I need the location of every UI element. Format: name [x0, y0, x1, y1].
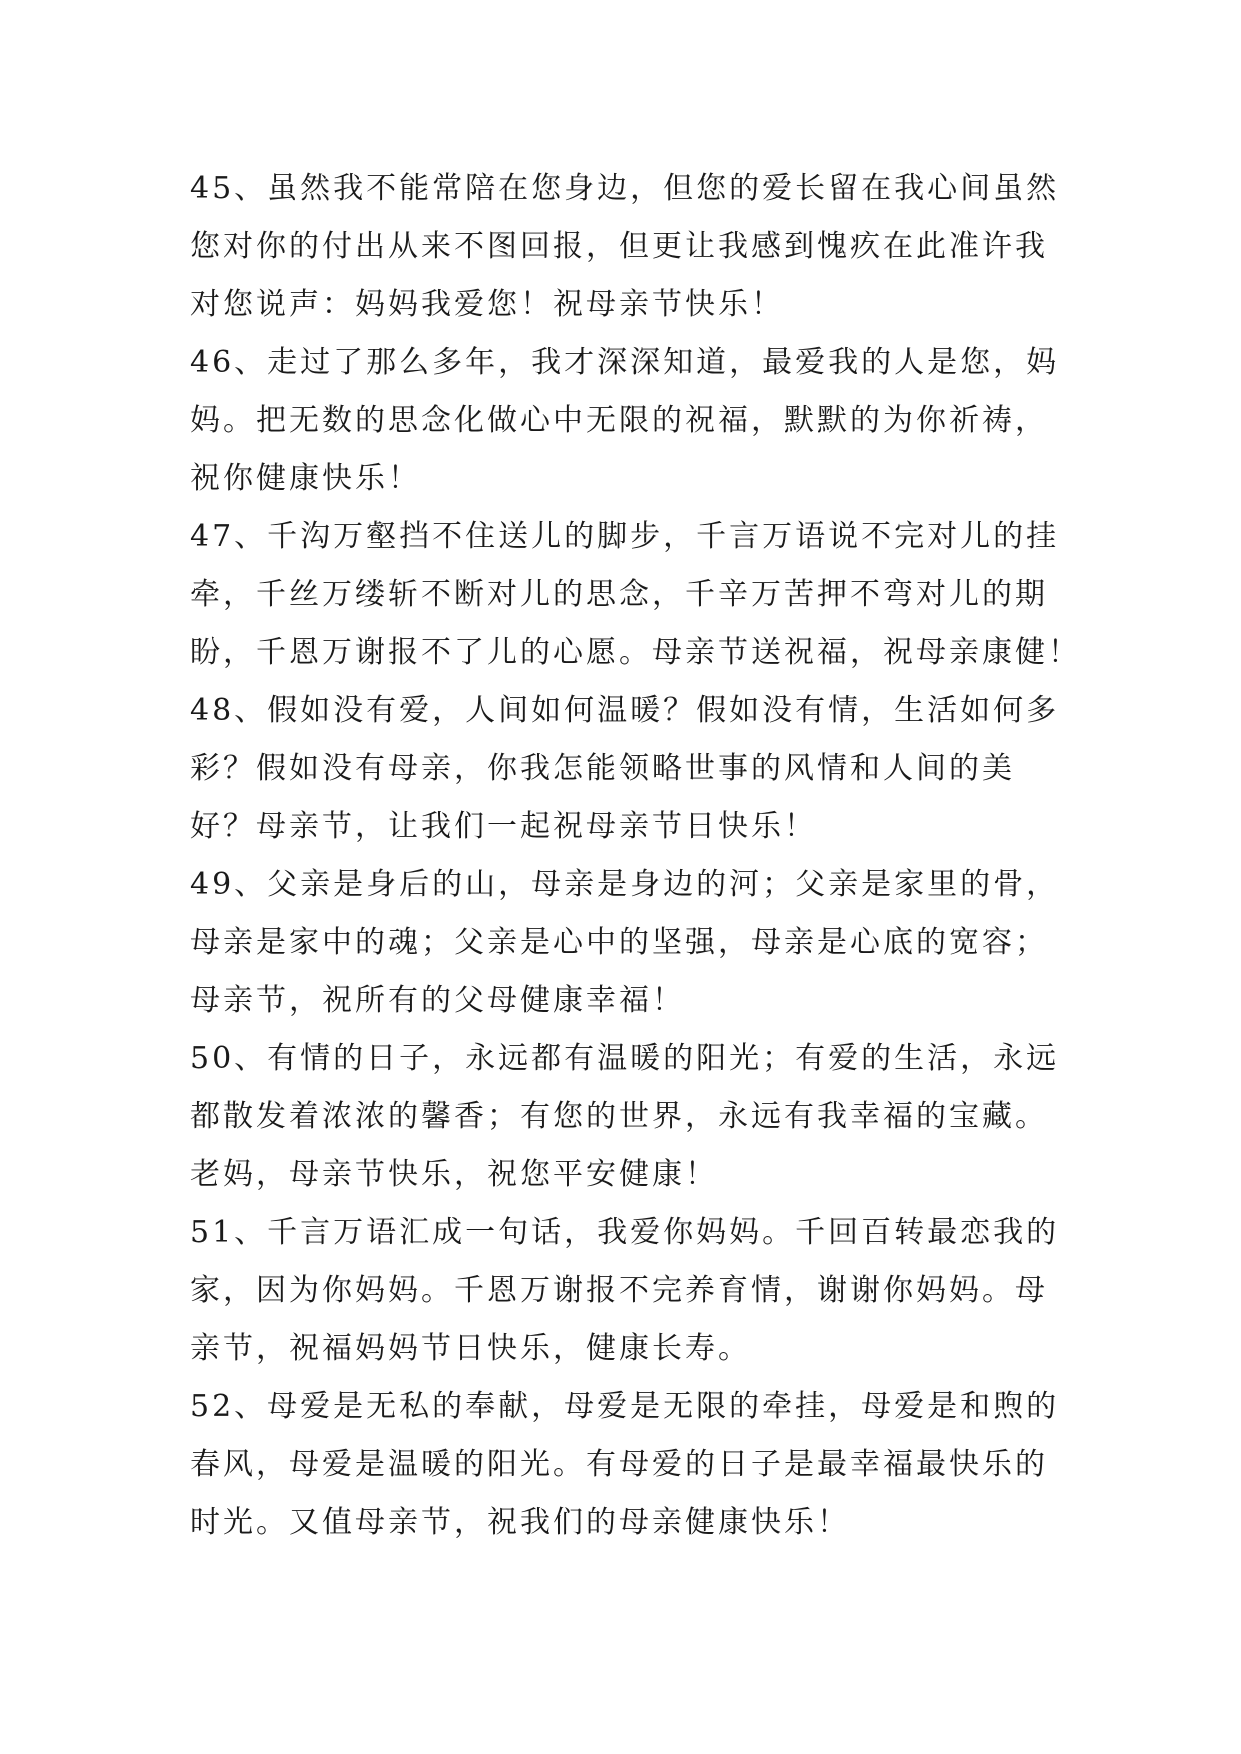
text-line: 祝你健康快乐！	[190, 461, 421, 496]
text-line: 48、假如没有爱，人间如何温暖？假如没有情，生活如何多	[190, 693, 1060, 728]
text-line: 51、千言万语汇成一句话，我爱你妈妈。千回百转最恋我的	[190, 1215, 1060, 1250]
text-line: 都散发着浓浓的馨香；有您的世界，永远有我幸福的宝藏。	[190, 1099, 1048, 1134]
text-line: 49、父亲是身后的山，母亲是身边的河；父亲是家里的骨，	[190, 867, 1060, 902]
text-line: 时光。又值母亲节，祝我们的母亲健康快乐！	[190, 1505, 850, 1540]
text-line: 妈。把无数的思念化做心中无限的祝福，默默的为你祈祷，	[190, 403, 1048, 438]
text-line: 45、虽然我不能常陪在您身边，但您的爱长留在我心间虽然	[190, 171, 1060, 206]
text-line: 亲节，祝福妈妈节日快乐，健康长寿。	[190, 1331, 751, 1366]
paragraph-52	[190, 1378, 1060, 1552]
text-line: 50、有情的日子，永远都有温暖的阳光；有爱的生活，永远	[190, 1041, 1060, 1076]
text-line: 46、走过了那么多年，我才深深知道，最爱我的人是您，妈	[190, 345, 1060, 380]
paragraph-51	[190, 1204, 1060, 1378]
paragraph-46	[190, 334, 1060, 508]
paragraph-49	[190, 856, 1060, 1030]
text-line: 47、千沟万壑挡不住送儿的脚步，千言万语说不完对儿的挂	[190, 519, 1060, 554]
text-line: 对您说声：妈妈我爱您！祝母亲节快乐！	[190, 287, 784, 322]
text-line: 母亲是家中的魂；父亲是心中的坚强，母亲是心底的宽容；	[190, 925, 1048, 960]
text-line: 母亲节，祝所有的父母健康幸福！	[190, 983, 685, 1018]
paragraph-48	[190, 682, 1060, 856]
text-line: 彩？假如没有母亲，你我怎能领略世事的风情和人间的美	[190, 751, 1015, 786]
text-line: 52、母爱是无私的奉献，母爱是无限的牵挂，母爱是和煦的	[190, 1389, 1060, 1424]
paragraph-47	[190, 508, 1081, 682]
document-body	[190, 160, 1081, 1552]
text-line: 好？母亲节，让我们一起祝母亲节日快乐！	[190, 809, 817, 844]
paragraph-45	[190, 160, 1060, 334]
text-line: 老妈，母亲节快乐，祝您平安健康！	[190, 1157, 718, 1192]
text-line: 盼，千恩万谢报不了儿的心愿。母亲节送祝福，祝母亲康健！	[190, 635, 1081, 670]
text-line: 家，因为你妈妈。千恩万谢报不完养育情，谢谢你妈妈。母	[190, 1273, 1048, 1308]
text-line: 您对你的付出从来不图回报，但更让我感到愧疚在此准许我	[190, 229, 1048, 264]
text-line: 牵，千丝万缕斩不断对儿的思念，千辛万苦押不弯对儿的期	[190, 577, 1048, 612]
text-line: 春风，母爱是温暖的阳光。有母爱的日子是最幸福最快乐的	[190, 1447, 1048, 1482]
paragraph-50	[190, 1030, 1060, 1204]
